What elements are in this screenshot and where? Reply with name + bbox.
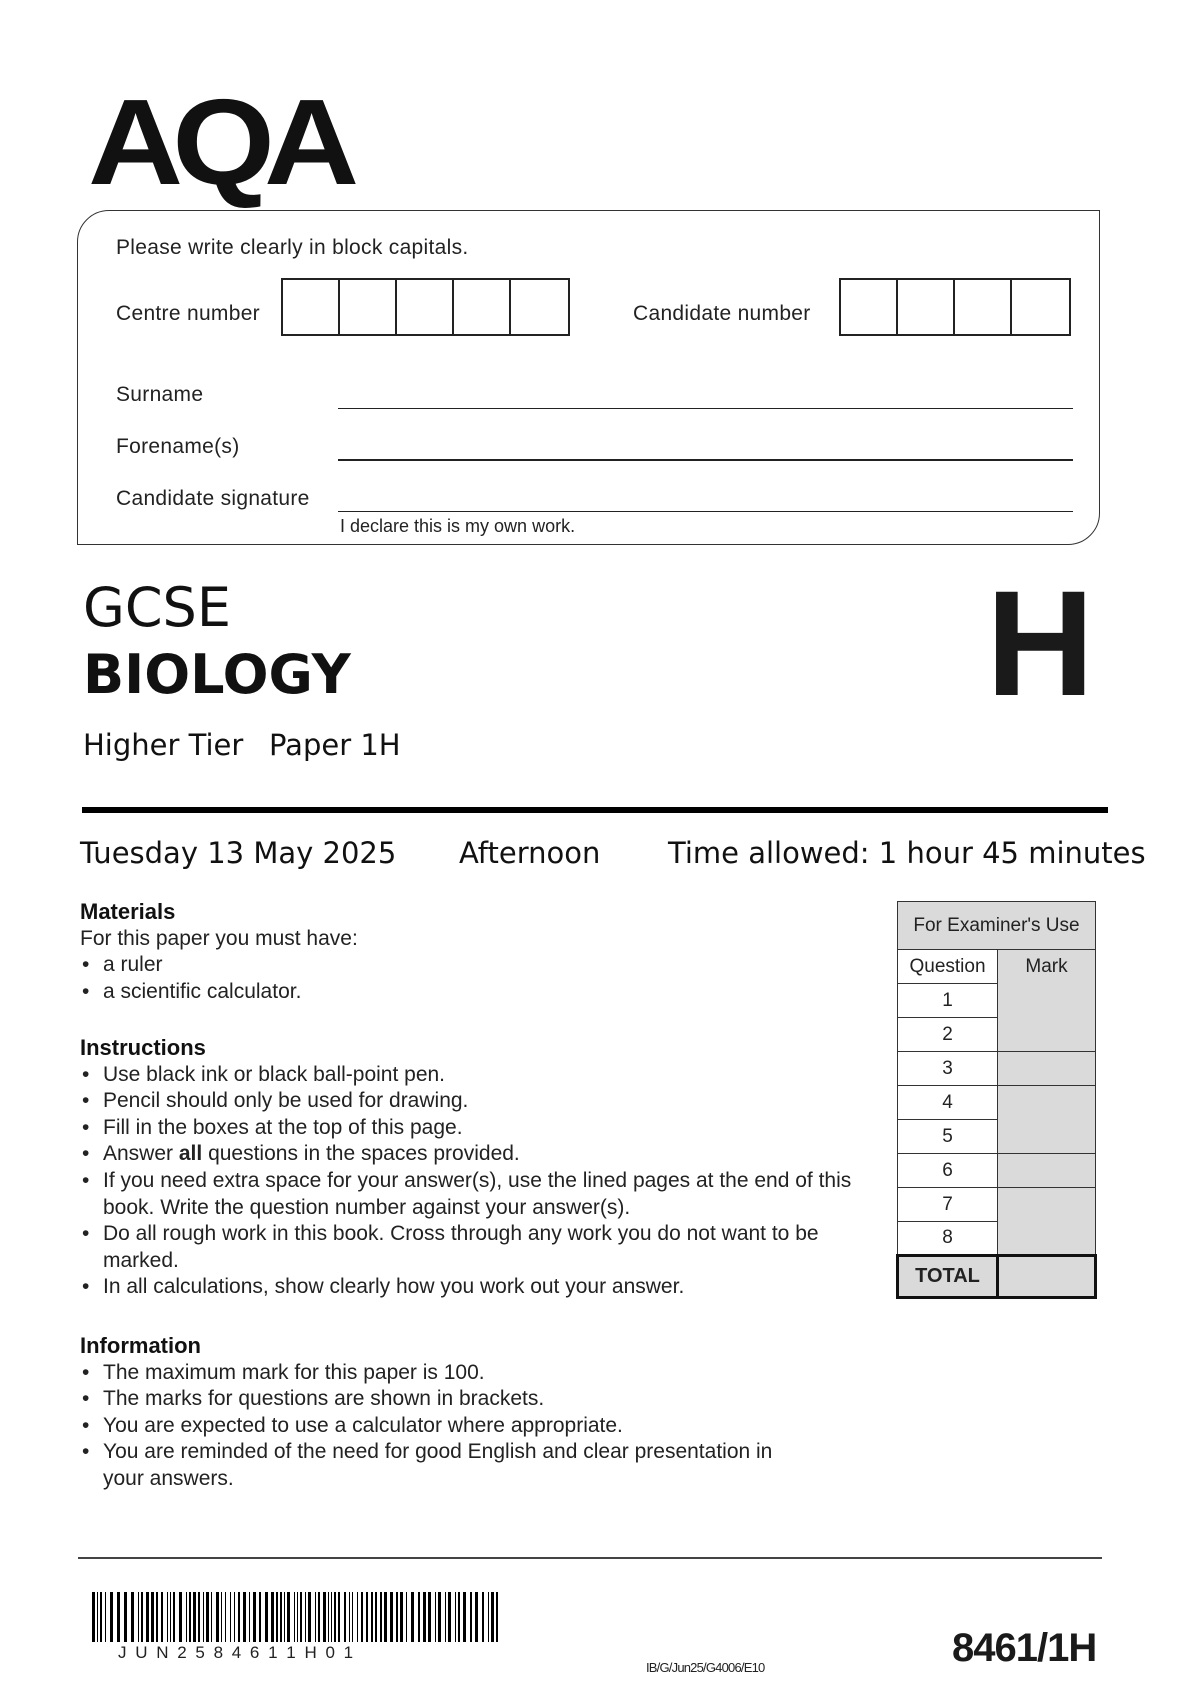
barcode-bar xyxy=(448,1592,451,1642)
list-item: • a ruler xyxy=(80,952,880,979)
barcode-bar xyxy=(138,1592,139,1642)
information-section xyxy=(80,1333,880,1493)
barcode-bar xyxy=(179,1592,182,1642)
declaration: I declare this is my own work. xyxy=(340,516,576,536)
aqa-logo: AQA xyxy=(88,74,349,210)
barcode-bar xyxy=(186,1592,187,1642)
barcode-bar xyxy=(435,1592,436,1642)
barcode-bar xyxy=(297,1592,298,1642)
barcode-bar xyxy=(411,1592,414,1642)
barcode-bar xyxy=(287,1592,290,1642)
barcode-bar xyxy=(249,1592,250,1642)
list-item: • If you need extra space for your answer(s), use the lined pages at the end of this book. Write the question number against your answer(s). xyxy=(80,1168,870,1221)
barcode-bar xyxy=(216,1592,219,1642)
exam-session: Afternoon xyxy=(459,836,601,870)
barcode-bar xyxy=(225,1592,226,1642)
barcode-bar xyxy=(390,1592,393,1642)
question-number: 1 xyxy=(898,984,998,1018)
surname-label: Surname xyxy=(116,383,204,406)
barcode-bar xyxy=(496,1592,498,1642)
barcode-bar xyxy=(294,1592,295,1642)
barcode-bar xyxy=(203,1592,204,1642)
barcode-bar xyxy=(338,1592,340,1642)
barcode-bar xyxy=(243,1592,246,1642)
tier-letter: H xyxy=(986,559,1095,727)
barcode-bar xyxy=(193,1592,196,1642)
instructions-section xyxy=(80,1035,880,1301)
barcode-bar xyxy=(357,1592,358,1642)
barcode-bar xyxy=(100,1592,102,1642)
barcode-bar xyxy=(156,1592,158,1642)
barcode-bar xyxy=(308,1592,311,1642)
barcode-bar xyxy=(418,1592,420,1642)
barcode-bar xyxy=(396,1592,398,1642)
barcode-bar xyxy=(455,1592,456,1642)
total-cell xyxy=(998,1256,1096,1298)
list-item: • In all calculations, show clearly how you work out your answer. xyxy=(80,1274,880,1301)
barcode-bar xyxy=(146,1592,149,1642)
barcode-bar xyxy=(344,1592,346,1642)
time-allowed: Time allowed: 1 hour 45 minutes xyxy=(668,836,1146,870)
answer-bold: all xyxy=(178,1142,203,1166)
barcode-bar xyxy=(315,1592,316,1642)
barcode-bar xyxy=(318,1592,320,1642)
tier: Higher Tier xyxy=(83,728,244,762)
barcode-bar xyxy=(458,1592,460,1642)
barcode-bar xyxy=(349,1592,350,1642)
barcode-bar xyxy=(375,1592,377,1642)
mark-cell xyxy=(998,1154,1096,1188)
barcode-bar xyxy=(238,1592,240,1642)
mark-header: Mark xyxy=(998,950,1096,1052)
barcode-bar xyxy=(328,1592,329,1642)
list-item: • a scientific calculator. xyxy=(80,979,880,1006)
barcode-bar xyxy=(491,1592,494,1642)
instructions-heading: Instructions xyxy=(80,1035,206,1060)
barcode-bar xyxy=(323,1592,326,1642)
barcode-bar xyxy=(428,1592,431,1642)
examiner-use-table xyxy=(896,901,1097,1299)
candidate-number-input[interactable] xyxy=(839,278,1071,336)
barcode-bar xyxy=(305,1592,306,1642)
barcode-bar xyxy=(167,1592,168,1642)
total-label: TOTAL xyxy=(898,1256,998,1298)
barcode-bar xyxy=(371,1592,373,1642)
list-item: • Fill in the boxes at the top of this page. xyxy=(80,1115,880,1142)
centre-number-label: Centre number xyxy=(116,302,260,325)
barcode-bar xyxy=(253,1592,256,1642)
answer-prefix: Answer xyxy=(103,1142,179,1166)
barcode-bar xyxy=(151,1592,154,1642)
barcode-bar xyxy=(110,1592,113,1642)
answer-rest: questions in the spaces provided. xyxy=(208,1142,520,1166)
barcode-bar xyxy=(334,1592,336,1642)
list-item: • You are reminded of the need for good English and clear presentation in your answers. xyxy=(80,1439,800,1492)
barcode-bar xyxy=(234,1592,235,1642)
barcode-bar xyxy=(331,1592,332,1642)
barcode-bar xyxy=(361,1592,363,1642)
barcode-bar xyxy=(423,1592,426,1642)
qualification: GCSE xyxy=(83,576,231,639)
forename-input[interactable] xyxy=(338,459,1073,461)
question-number: 7 xyxy=(898,1188,998,1222)
examiner-title: For Examiner's Use xyxy=(898,902,1096,950)
information-heading: Information xyxy=(80,1333,201,1358)
barcode-bar xyxy=(470,1592,472,1642)
barcode-text: J U N 2 5 8 4 6 1 1 H 0 1 xyxy=(118,1643,356,1662)
signature-input[interactable] xyxy=(338,511,1073,512)
exam-date: Tuesday 13 May 2025 xyxy=(80,836,397,870)
paper-code: 8461/1H xyxy=(952,1626,1097,1670)
barcode-bar xyxy=(189,1592,191,1642)
barcode-bar xyxy=(276,1592,278,1642)
barcode-bar xyxy=(265,1592,268,1642)
barcode-bar xyxy=(380,1592,382,1642)
barcode-bar xyxy=(284,1592,285,1642)
barcode-bar xyxy=(280,1592,282,1642)
footer-divider xyxy=(78,1557,1102,1559)
barcode-bar xyxy=(230,1592,231,1642)
surname-input[interactable] xyxy=(338,408,1073,409)
subject: BIOLOGY xyxy=(83,643,351,706)
barcode-bar xyxy=(97,1592,98,1642)
barcode-bar xyxy=(92,1592,95,1642)
list-item xyxy=(80,1141,880,1168)
barcode-bar xyxy=(463,1592,466,1642)
signature-label: Candidate signature xyxy=(116,487,310,510)
question-number: 2 xyxy=(898,1018,998,1052)
barcode-bar xyxy=(124,1592,127,1642)
barcode-bar xyxy=(271,1592,274,1642)
question-header: Question xyxy=(898,950,998,984)
barcode-bar xyxy=(198,1592,200,1642)
candidate-number-label: Candidate number xyxy=(633,302,811,325)
mark-cell xyxy=(998,1052,1096,1086)
list-item: • Pencil should only be used for drawing. xyxy=(80,1088,880,1115)
materials-intro: For this paper you must have: xyxy=(80,926,358,950)
question-number: 6 xyxy=(898,1154,998,1188)
barcode-bar xyxy=(206,1592,209,1642)
barcode-bar xyxy=(400,1592,403,1642)
barcode-bar xyxy=(170,1592,171,1642)
barcode-bar xyxy=(211,1592,212,1642)
question-number: 3 xyxy=(898,1052,998,1086)
divider xyxy=(82,807,1108,813)
form-instruction: Please write clearly in block capitals. xyxy=(116,236,469,259)
list-item: • You are expected to use a calculator where appropriate. xyxy=(80,1413,880,1440)
barcode-bar xyxy=(352,1592,353,1642)
question-number: 5 xyxy=(898,1120,998,1154)
list-item: • Use black ink or black ball-point pen. xyxy=(80,1062,880,1089)
list-item: • Do all rough work in this book. Cross through any work you do not want to be marked. xyxy=(80,1221,825,1274)
materials-section xyxy=(80,899,880,1005)
question-number: 8 xyxy=(898,1222,998,1256)
barcode-bar xyxy=(221,1592,222,1642)
barcode-bar xyxy=(438,1592,441,1642)
mark-cell xyxy=(998,1086,1096,1154)
barcode-bar xyxy=(141,1592,143,1642)
list-item: • The marks for questions are shown in brackets. xyxy=(80,1386,880,1413)
paper: Paper 1H xyxy=(269,728,401,762)
question-number: 4 xyxy=(898,1086,998,1120)
barcode-bar xyxy=(173,1592,175,1642)
barcode-bar xyxy=(105,1592,106,1642)
barcode-bar xyxy=(366,1592,368,1642)
barcode-bar xyxy=(259,1592,261,1642)
centre-number-input[interactable] xyxy=(281,278,570,336)
reference-code: IB/G/Jun25/G4006/E10 xyxy=(646,1660,765,1675)
barcode-bar xyxy=(131,1592,134,1642)
barcode-bar xyxy=(384,1592,387,1642)
barcode-bar xyxy=(445,1592,446,1642)
barcode-bar xyxy=(161,1592,163,1642)
barcode-bar xyxy=(300,1592,302,1642)
barcode-bar xyxy=(488,1592,489,1642)
forename-label: Forename(s) xyxy=(116,435,240,458)
barcode-bar xyxy=(117,1592,120,1642)
mark-cell xyxy=(998,1188,1096,1256)
list-item: • The maximum mark for this paper is 100. xyxy=(80,1360,880,1387)
barcode-bar xyxy=(406,1592,407,1642)
barcode-bar xyxy=(482,1592,484,1642)
materials-heading: Materials xyxy=(80,899,176,924)
barcode-bar xyxy=(475,1592,478,1642)
